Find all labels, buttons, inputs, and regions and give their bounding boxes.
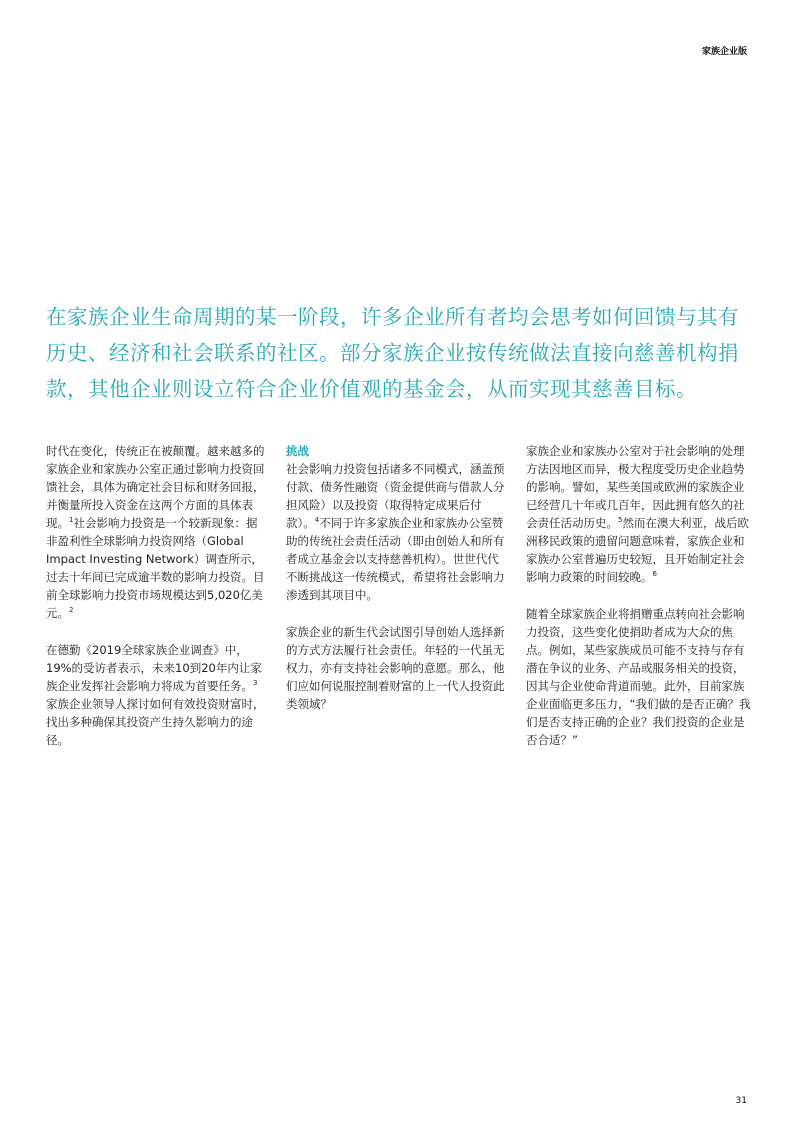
column-1-paragraph-2: [46, 641, 267, 749]
column-2-p1b-text: 不同于许多家族企业和家族办公室赞助的传统社会责任活动（即由创始人和所有者成立基金会以支持慈善机构）。世世代代不断挑战这一传统模式，希望将社会影响力渗透到其项目中。: [286, 516, 505, 602]
column-3-p1b-text: 然而在澳大利亚，战后欧洲移民政策的遗留问题意味着，家族企业和家族办公室普遍历史较短，且开始制定社会影响力政策的时间较晚。: [526, 516, 749, 584]
column-1-p2-text: 在德勤《2019全球家族企业调查》中，19%的受访者表示，未来10到20年内让家族企业发挥社会影响力将成为首要任务。: [46, 643, 262, 693]
footnote-ref-6: 6: [652, 570, 657, 579]
column-3-p1-text: 家族企业和家族办公室对于社会影响的处理方法因地区而异，极大程度受历史企业趋势的影响。譬如，某些美国或欧洲的家族企业已经营几十年或几百年，因此拥有悠久的社会责任活动历史。: [526, 444, 745, 530]
section-label: 家族企业版: [701, 47, 747, 57]
column-3-paragraph-1: [526, 442, 752, 586]
column-2-paragraph-2: 家族企业的新生代会试图引导创始人选择新的方式方法履行社会责任。年轻的一代虽无权力，亦有支持社会影响的意愿。那么，他们应如何说服控制着财富的上一代人投资此类领域？: [286, 625, 505, 711]
column-1: [46, 442, 267, 768]
footnote-ref-1: 1: [69, 516, 74, 525]
footnote-ref-2: 2: [69, 606, 74, 615]
column-3: [526, 442, 752, 768]
column-1-p1-text: 时代在变化，传统正在被颠覆。越来越多的家族企业和家族办公室正通过影响力投资回馈社会，具体为确定社会目标和财务回报，并衡量所投入资金在这两个方面的具体表现。: [46, 444, 265, 530]
column-3-paragraph-2: 随着全球家族企业将捐赠重点转向社会影响力投资，这些变化使捐助者成为大众的焦点。例如，某些家族成员可能不支持与存有潜在争议的业务、产品或服务相关的投资，因其与企业使命背道而驰。此外，目前家族企业面临更多压力，“我们做的是否正确？我们是否支持正确的企业？我们投资的企业是否合适？”: [526, 607, 751, 747]
footnote-ref-4: 4: [314, 516, 320, 525]
lead-text: 在家族企业生命周期的某一阶段，许多企业所有者均会思考如何回馈与其有历史、经济和社会联系的社区。部分家族企业按传统做法直接向慈善机构捐款，其他企业则设立符合企业价值观的基金会，从而实现其慈善目标。: [46, 305, 739, 401]
footnote-ref-3: 3: [253, 679, 258, 688]
footnote-ref-5: 5: [618, 516, 623, 525]
lead-paragraph: [46, 299, 751, 407]
column-1-paragraph-1: [46, 442, 267, 622]
column-2-p1-text: 社会影响力投资包括诸多不同模式，涵盖预付款、债务性融资（资金提供商与借款人分担风险）以及投资（取得特定成果后付款）。: [286, 462, 505, 530]
column-1-p2b-text: 家族企业领导人探讨如何有效投资财富时，找出多种确保其投资产生持久影响力的途径。: [46, 697, 265, 747]
column-1-p1b-text: 社会影响力投资是一个较新现象：据非盈利性全球影响力投资网络（Global Impact Investing Network）调查所示，过去十年间已完成逾半数的影响力投资。目前全球影响力投资市场规模达到5,020亿美元。: [46, 516, 265, 620]
challenge-heading: 挑战: [286, 444, 309, 458]
column-2-paragraph-1: [286, 460, 507, 604]
page-number: 31: [735, 1096, 747, 1106]
column-2: [286, 442, 507, 732]
